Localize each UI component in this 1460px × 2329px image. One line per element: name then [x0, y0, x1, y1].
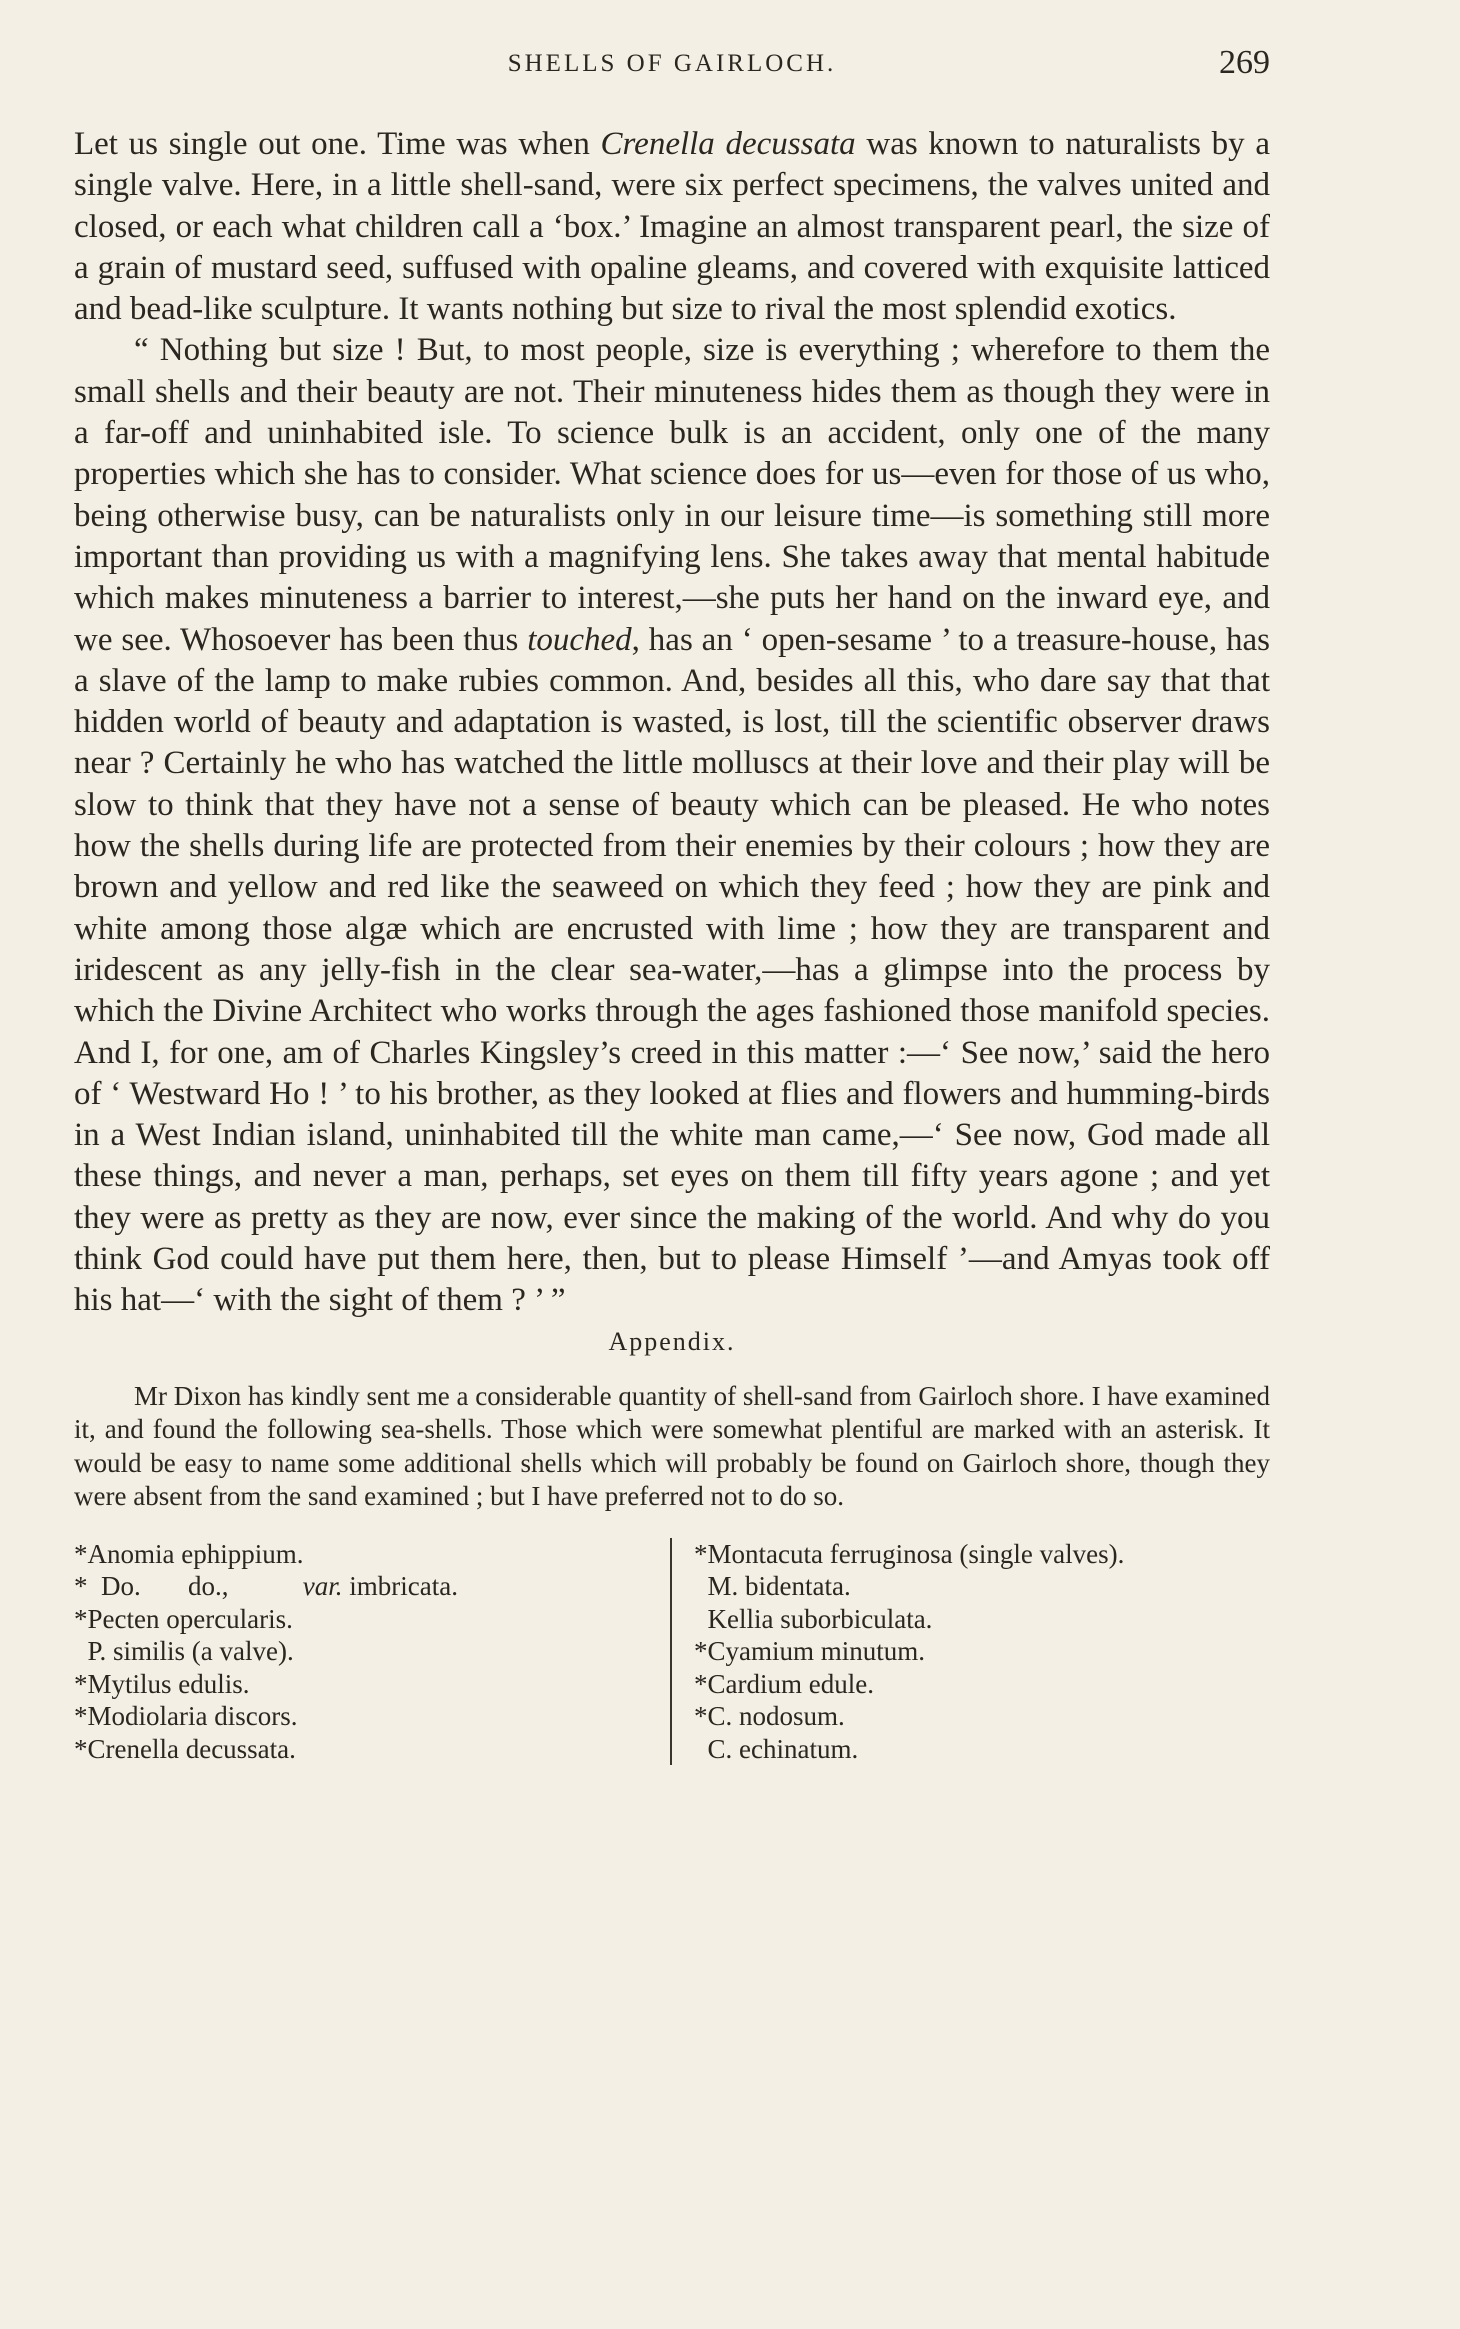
- species-item: [74, 1635, 670, 1668]
- text-run: was known to naturalists by a single valve. Here, in a little shell-sand, were six perfect specimens, the valves united and closed, or each what children call a ‘box.’ Imagine an almost transparent pearl, the size of a grain of mustard seed, suffused with opaline gleams, and covered with exquisite latticed and bead-like sculpture. It wants nothing but size to rival the most splendid exotics.: [74, 126, 1271, 328]
- appendix-heading: Appendix.: [608, 1326, 736, 1356]
- species-column-right: [672, 1538, 1270, 1766]
- species-item: [694, 1733, 1270, 1766]
- paragraph: [74, 330, 1270, 1321]
- book-page: [74, 0, 1270, 1765]
- species-name: *Anomia ephippium.: [74, 1538, 304, 1569]
- page-number: 269: [1219, 44, 1270, 81]
- running-header: [74, 0, 1270, 90]
- species-item: [74, 1700, 670, 1733]
- main-text: [74, 124, 1270, 1322]
- species-item: [694, 1538, 1270, 1571]
- species-name: *Montacuta ferruginosa (single valves).: [694, 1538, 1125, 1569]
- species-name: *Cardium edule.: [694, 1668, 874, 1699]
- species-item: [694, 1635, 1270, 1668]
- species-item: [694, 1603, 1270, 1636]
- italic-text: Crenella decussata: [600, 126, 856, 162]
- species-item: [694, 1570, 1270, 1603]
- species-name: * Do. do.,: [74, 1571, 229, 1602]
- species-item: [74, 1733, 670, 1766]
- species-item: [74, 1603, 670, 1636]
- species-list: [74, 1538, 1270, 1766]
- species-name: *Crenella decussata.: [74, 1733, 296, 1764]
- species-item: [694, 1700, 1270, 1733]
- variety-name: imbricata.: [342, 1571, 458, 1602]
- text-run: “ Nothing but size ! But, to most people, size is everything ; wherefore to them the small shells and their beauty are not. Their minuteness hides them as though they were in a far-off and uninhabited isle. To science bulk is an accident, only one of the many properties which she has to consider. What science does for us—even for those of us who, being otherwise busy, can be naturalists only in our leisure time—is something still more important than providing us with a magnifying lens. She takes away that mental habitude which makes minuteness a barrier to interest,—she puts her hand on the inward eye, and we see. Whosoever has been thus: [74, 332, 1270, 658]
- species-name: Kellia suborbiculata.: [694, 1603, 933, 1634]
- paragraph: [74, 124, 1270, 330]
- running-title: SHELLS OF GAIRLOCH.: [507, 50, 837, 77]
- species-column-left: [74, 1538, 672, 1766]
- species-name: P. similis (a valve).: [74, 1636, 294, 1667]
- appendix-note: Mr Dixon has kindly sent me a considerable quantity of shell-sand from Gairloch shore. I have examined it, and found the following sea-shells. Those which were somewhat plentiful are marked with an asterisk. It would be easy to name some additional shells which will probably be found on Gairloch shore, though they were absent from the sand examined ; but I have preferred not to do so.: [74, 1380, 1270, 1512]
- species-name: C. echinatum.: [694, 1733, 859, 1764]
- species-name: *Modiolaria discors.: [74, 1701, 298, 1732]
- italic-text: touched: [527, 621, 632, 658]
- text-run: , has an ‘ open-sesame ’ to a treasure-house, has a slave of the lamp to make rubies common. And, besides all this, who dare say that that hidden world of beauty and adaptation is wasted, is lost, till the scientific observer draws near ? Certainly he who has watched the little molluscs at their love and their play will be slow to think that they have not a sense of beauty which can be pleased. He who notes how the shells during life are protected from their enemies by their colours ; how they are brown and yellow and red like the seaweed on which they feed ; how they are pink and white among those algæ which are encrusted with lime ; how they are transparent and iridescent as any jelly-fish in the clear sea-water,—has a glimpse into the process by which the Divine Architect who works through the ages fashioned those manifold species. And I, for one, am of Charles Kingsley’s creed in this matter :—‘ See now,’ said the hero of ‘ Westward Ho ! ’ to his brother, as they looked at flies and flowers and humming-birds in a West Indian island, uninhabited till the white man came,—‘ See now, God made all these things, and never a man, perhaps, set eyes on them till fifty years agone ; and yet they were as pretty as they are now, ever since the making of the world. And why do you think God could have put them here, then, but to please Himself ’—and Amyas took off his hat—‘ with the sight of them ? ’ ”: [74, 621, 1270, 1319]
- species-name: *Cyamium minutum.: [694, 1636, 926, 1667]
- species-item: [74, 1570, 670, 1603]
- species-item: [74, 1538, 670, 1571]
- variety-abbrev: var.: [302, 1571, 343, 1602]
- species-item: [694, 1668, 1270, 1701]
- species-name: *Pecten opercularis.: [74, 1603, 293, 1634]
- species-item: [74, 1668, 670, 1701]
- species-name: M. bidentata.: [694, 1571, 851, 1602]
- species-name: *C. nodosum.: [694, 1701, 845, 1732]
- species-name: *Mytilus edulis.: [74, 1668, 250, 1699]
- text-run: Let us single out one. Time was when: [74, 126, 601, 162]
